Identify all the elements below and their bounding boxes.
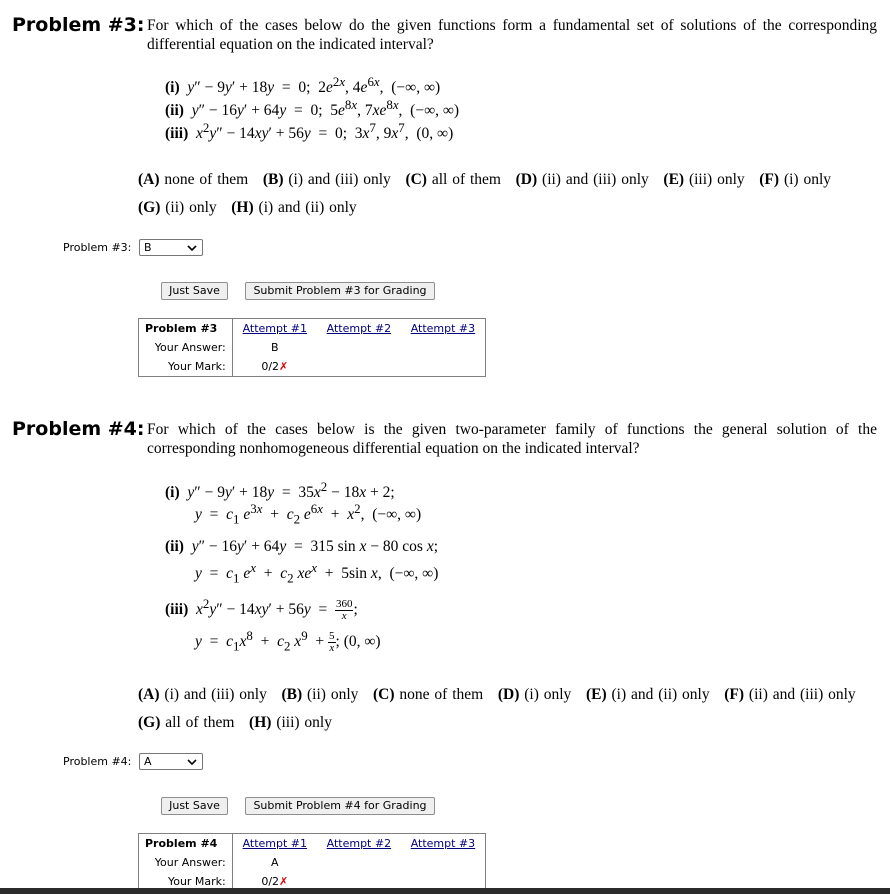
attempt-1-mark: 0/2✗ — [261, 875, 289, 888]
selected-value: B — [144, 241, 152, 254]
problem-4-case-ii-sol: $y = c_1$ $e^x + c_2$ $xe^x + 5\sin$ x, (−∞, ∞) — [195, 560, 439, 586]
your-mark-label: Your Mark: — [139, 872, 233, 892]
table-header: Problem #3 — [139, 319, 233, 339]
problem-3-options-line2: (G) (ii) only (H) (i) and (ii) only — [138, 199, 357, 216]
submit-problem-4-button[interactable]: Submit Problem #4 for Grading — [245, 797, 435, 815]
attempt-2-link[interactable]: Attempt #2 — [326, 837, 392, 850]
wrong-x-icon: ✗ — [279, 875, 289, 888]
problem-4-answer-select[interactable] — [139, 753, 203, 770]
problem-3-attempts-table — [138, 318, 486, 377]
problem-4-options-line1: (A) (i) and (iii) only (B) (ii) only (C) none of them (D) (i) only (E) (i) and (ii) only (F) (ii) and (iii) only — [138, 686, 856, 703]
chevron-down-icon — [187, 757, 197, 767]
attempt-1-mark: 0/2✗ — [261, 360, 289, 373]
problem-3-case-i: (i) y″ − 9y′ + 18y = 0; $2e^{2x}$, $4e^{6x}$, (−∞, ∞) — [165, 74, 441, 97]
table-header: Problem #4 — [139, 834, 233, 854]
problem-4-options-line2: (G) all of them (H) (iii) only — [138, 714, 332, 731]
attempt-2-link[interactable]: Attempt #2 — [326, 322, 392, 335]
submit-problem-3-button[interactable]: Submit Problem #3 for Grading — [245, 282, 435, 300]
chevron-down-icon — [187, 243, 197, 253]
attempt-3-link[interactable]: Attempt #3 — [410, 322, 476, 335]
problem-3-title: Problem #3: — [12, 14, 145, 36]
window-bottom-bar — [0, 888, 890, 894]
attempt-1-link[interactable]: Attempt #1 — [242, 322, 308, 335]
attempt-3-link[interactable]: Attempt #3 — [410, 837, 476, 850]
problem-3-options-line1: (A) none of them (B) (i) and (iii) only (C) all of them (D) (ii) and (iii) only (E) (iii) only (F) (i) only — [138, 171, 831, 188]
problem-4-case-iii-eq: (iii) $x^2y'' - 14xy' + 56y$ = $\frac{360}{x}$ ; — [165, 596, 358, 623]
problem-4-attempts-table — [138, 833, 486, 892]
your-answer-label: Your Answer: — [139, 853, 233, 872]
attempt-1-answer: B — [271, 341, 279, 354]
problem-4-case-i-eq: (i) $y'' - 9y' + 18y = 35x^2 - 18x + 2$; — [165, 479, 395, 502]
problem-4-case-ii-eq: (ii) y″ − 16y′ + 64y = 315 sin x − 80 cos x; — [165, 538, 439, 555]
problem-4-title: Problem #4: — [12, 418, 145, 440]
problem-3-case-ii: (ii) y″ − 16y′ + 64y = 0; $5e^{8x}$, $7xe^{8x}$, (−∞, ∞) — [165, 97, 460, 120]
problem-3-text: For which of the cases below do the given functions form a fundamental set of solutions of the corresponding differential equation on the indicated interval? — [147, 17, 877, 53]
problem-4-case-iii-sol: $y = c_1x^8 + c_2$ $x^9$ + $\frac{5}{x}$ ; (0, ∞) — [195, 628, 381, 655]
problem-4-case-i-sol: $y = c_1$ $e^{3x} + c_2$ $e^{6x} + x^2$, (−∞, ∞) — [195, 501, 422, 527]
problem-3-answer-select[interactable] — [139, 239, 203, 256]
problem-3-case-iii: (iii) $x^2y'' - 14xy' + 56y = 0$; $3x^7$, $9x^7$, (0, ∞) — [165, 120, 454, 143]
wrong-x-icon: ✗ — [279, 360, 289, 373]
problem-4-text: For which of the cases below is the given two-parameter family of functions the general solution of the corresponding nonhomogeneous differential equation on the indicated interval? — [147, 421, 877, 457]
problem-4-answer-label: Problem #4: — [63, 755, 132, 768]
just-save-button[interactable]: Just Save — [161, 282, 228, 300]
attempt-1-link[interactable]: Attempt #1 — [242, 837, 308, 850]
selected-value: A — [144, 755, 152, 768]
your-answer-label: Your Answer: — [139, 338, 233, 357]
just-save-button[interactable]: Just Save — [161, 797, 228, 815]
your-mark-label: Your Mark: — [139, 357, 233, 377]
attempt-1-answer: A — [271, 856, 279, 869]
problem-3-answer-label: Problem #3: — [63, 241, 132, 254]
